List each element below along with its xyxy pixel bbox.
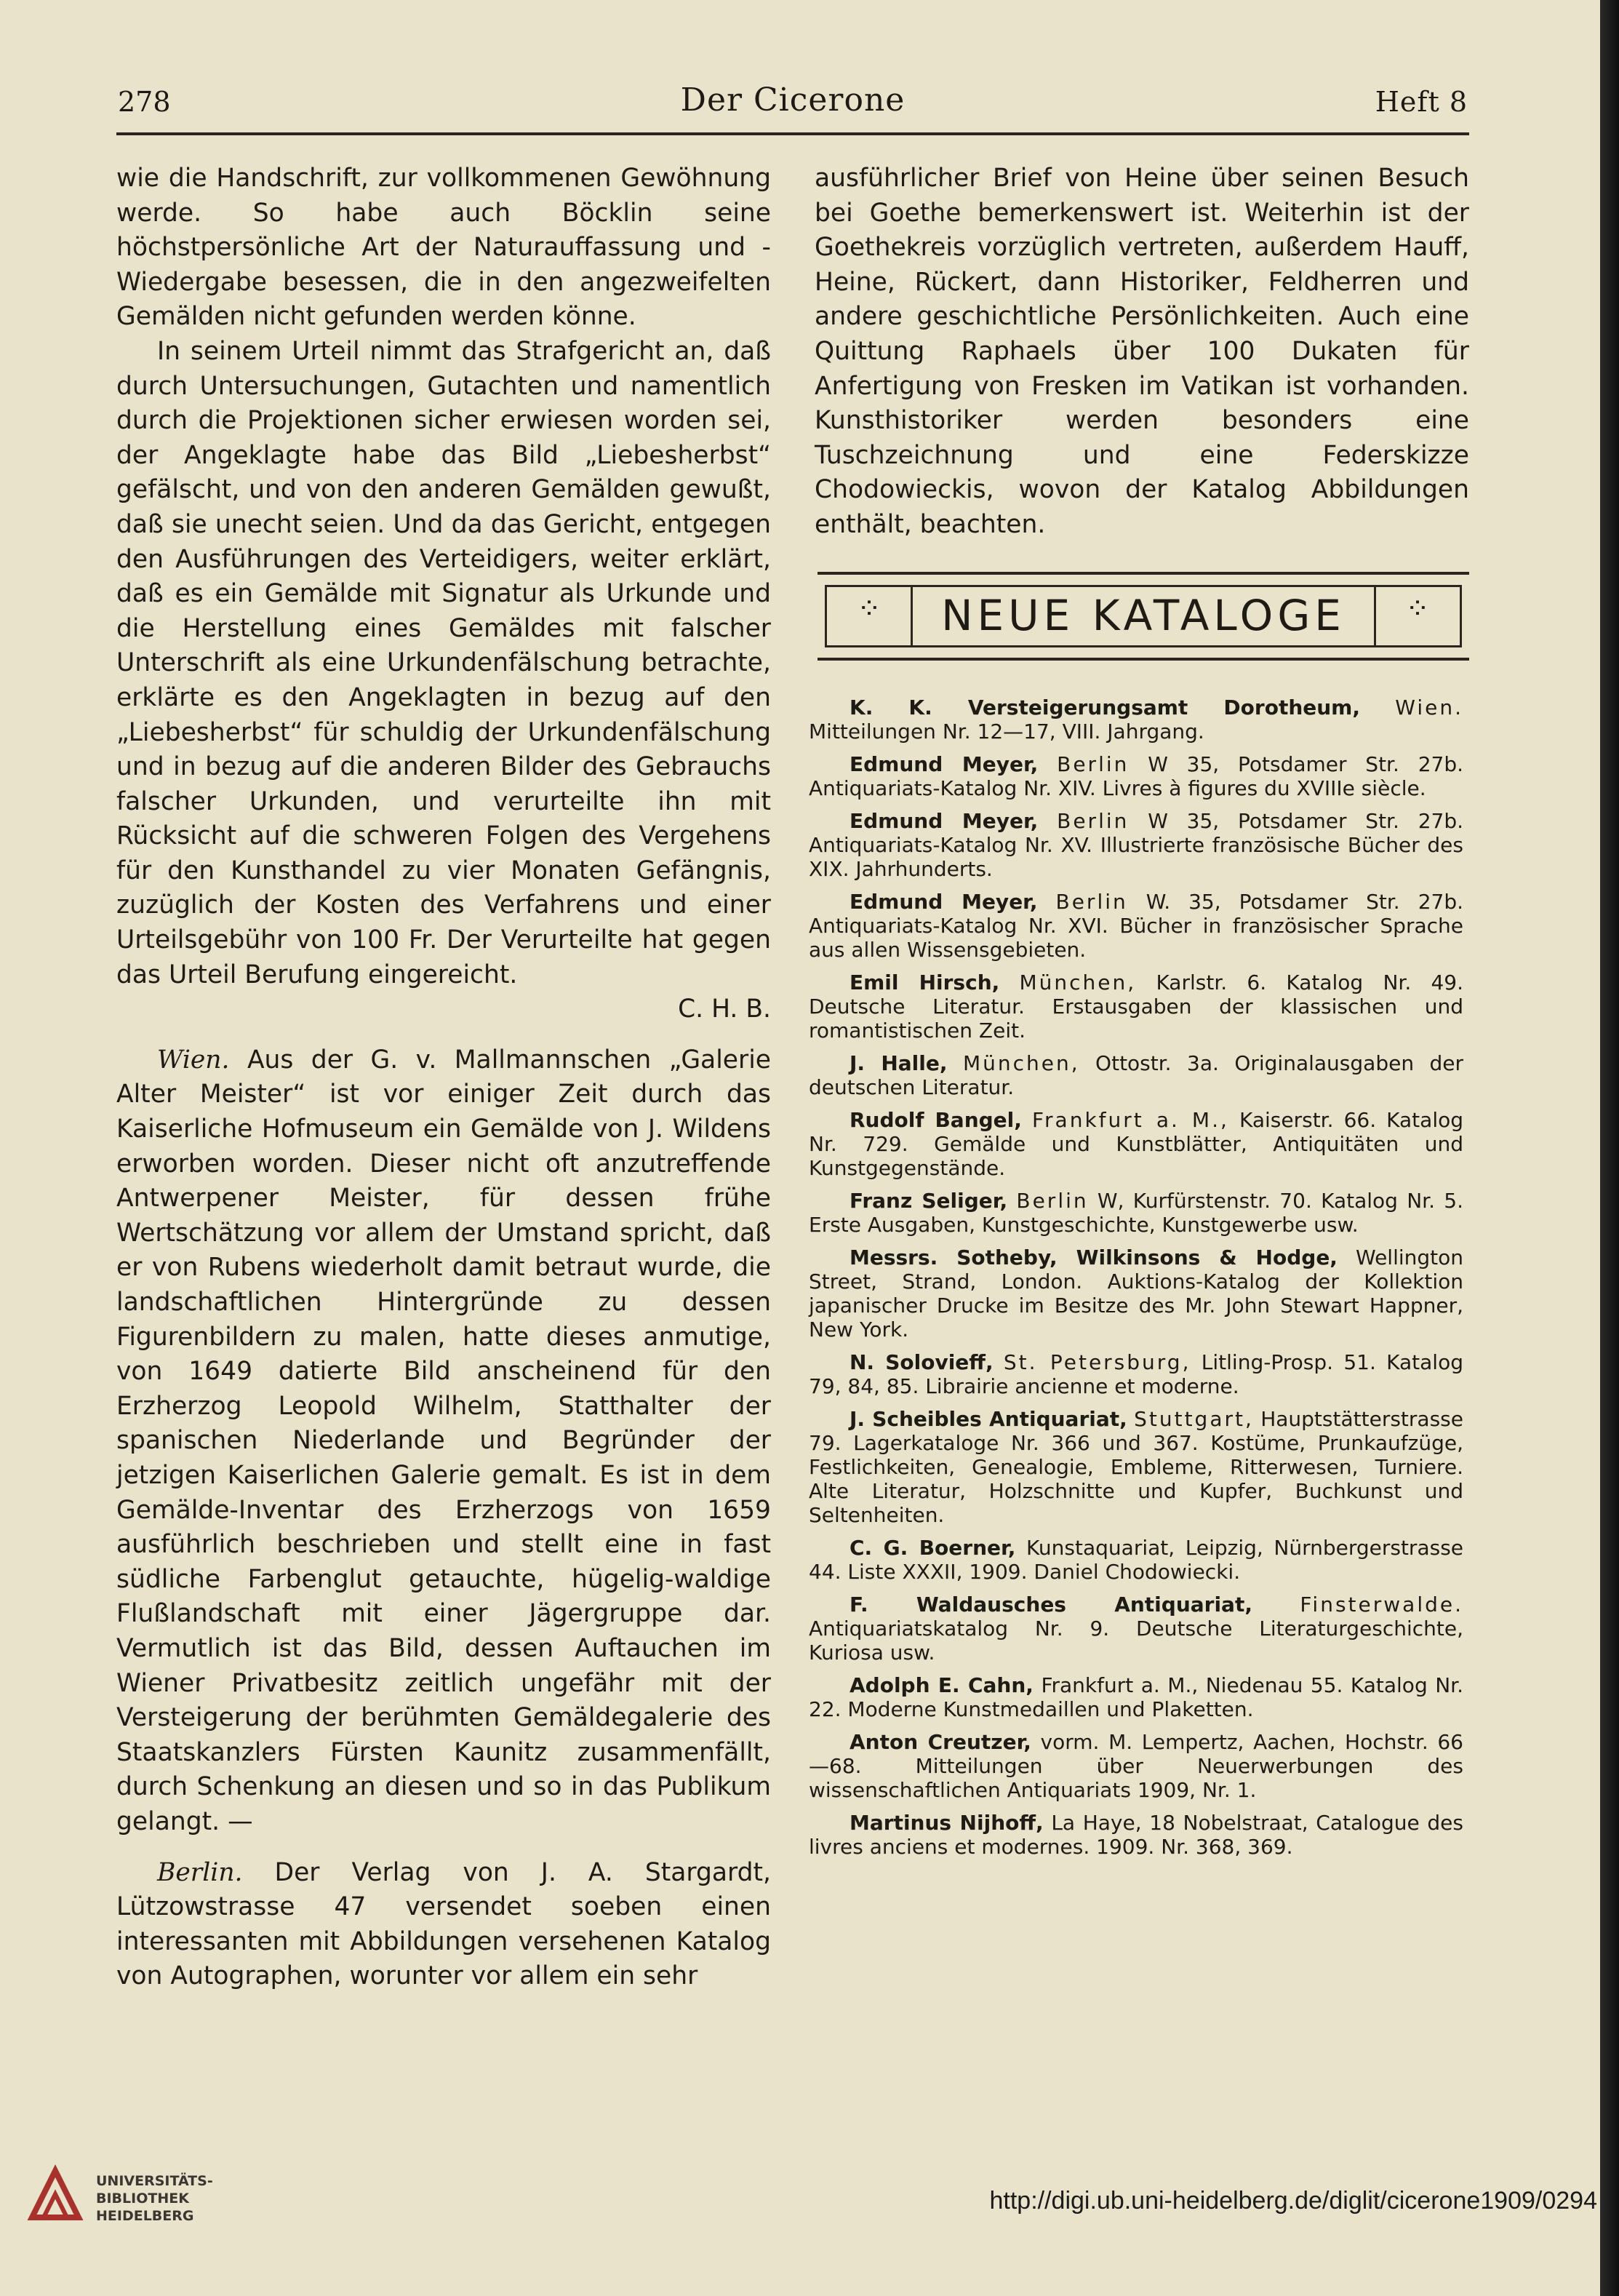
- catalog-dealer-place: Wien.: [1395, 695, 1463, 720]
- catalog-dealer-name: J. Halle,: [850, 1051, 948, 1075]
- catalog-dealer-name: Anton Creutzer,: [850, 1730, 1031, 1754]
- library-logo: [15, 2156, 218, 2236]
- catalog-dealer-place: St. Petersburg,: [1003, 1350, 1191, 1374]
- catalog-list: [809, 695, 1463, 1868]
- catalog-entry: [809, 809, 1463, 881]
- section-heading: NEUE KATALOGE: [941, 591, 1346, 640]
- catalog-dealer-name: Emil Hirsch,: [850, 970, 1000, 994]
- section-heading-box: [818, 572, 1469, 661]
- catalog-description: Litling-Prosp. 51. Katalog 79, 84, 85. Librairie ancienne et moderne.: [809, 1350, 1463, 1398]
- catalog-dealer-place: Berlin: [1057, 809, 1130, 833]
- catalog-dealer-name: K. K. Versteigerungsamt Dorotheum,: [850, 695, 1360, 720]
- catalog-description: W 35, Potsdamer Str. 27b. Antiquariats-Katalog Nr. XV. Illustrierte französische Bücher des XIX. Jahrhunderts.: [809, 809, 1463, 881]
- library-line-1: UNIVERSITÄTS-: [96, 2173, 213, 2189]
- paragraph-berlin-text: Der Verlag von J. A. Stargardt, Lützowstrasse 47 versendet soeben einen interessanten mit Abbildungen versehenen Katalog von Autographen, worunter vor allem ein sehr: [116, 1857, 771, 1991]
- catalog-description: Wellington Street, Strand, London. Auktions-Katalog der Kollektion japanischer Drucke im Besitze des Mr. John Stewart Happner, New York.: [809, 1245, 1464, 1342]
- catalog-description: La Haye, 18 Nobelstraat, Catalogue des livres anciens et modernes. 1909. Nr. 368, 369.: [809, 1811, 1463, 1859]
- catalog-description: Karlstr. 6. Katalog Nr. 49. Deutsche Literatur. Erstausgaben der klassischen und romantistischen Zeit.: [809, 970, 1464, 1043]
- catalog-dealer-place: Finsterwalde.: [1300, 1593, 1463, 1617]
- running-head: [118, 81, 1468, 125]
- paragraph-berlin-continuation: ausführlicher Brief von Heine über seinen Besuch bei Goethe bemerkenswert ist. Weiterhin ist der Goethekreis vorzüglich vertreten, außerdem Hauff, Heine, Rückert, dann Historiker, Feldherren und andere geschichtliche Persönlichkeiten. Auch eine Quittung Raphaels über 100 Dukaten für Anfertigung von Fresken im Vatikan ist vorhanden. Kunsthistoriker werden besonders eine Tuschzeichnung und eine Federskizze Chodowieckis, wovon der Katalog Abbildungen enthält, beachten.: [815, 164, 1469, 539]
- page-number: 278: [118, 86, 171, 118]
- catalog-description: W, Kurfürstenstr. 70. Katalog Nr. 5. Erste Ausgaben, Kunstgeschichte, Kunstgewerbe usw.: [809, 1189, 1463, 1237]
- paragraph-wien: [116, 1043, 771, 1840]
- issue-label: Heft 8: [1375, 86, 1468, 118]
- catalog-description: Kunstaquariat, Leipzig, Nürnbergerstrasse 44. Liste XXXII, 1909. Daniel Chodowiecki.: [809, 1536, 1464, 1584]
- catalog-dealer-name: Martinus Nijhoff,: [850, 1811, 1044, 1835]
- catalog-description: W. 35, Potsdamer Str. 27b. Antiquariats-Katalog Nr. XVI. Bücher in französischer Sprache aus allen Wissensgebieten.: [809, 890, 1463, 962]
- catalog-dealer-name: Rudolf Bangel,: [850, 1108, 1022, 1132]
- catalog-description: Mitteilungen Nr. 12—17, VIII. Jahrgang.: [809, 720, 1204, 744]
- paragraph-berlin: [116, 1856, 771, 1994]
- library-line-2: BIBLIOTHEK: [96, 2191, 189, 2207]
- paragraph-wien-text: Aus der G. v. Mallmannschen „Galerie Alter Meister“ ist vor einiger Zeit durch das Kaiserliche Hofmuseum ein Gemälde von J. Wildens erworben worden. Dieser nicht oft anzutreffende Antwerpener Meister, für dessen frühe Wertschätzung vor allem der Umstand spricht, daß er von Rubens wiederholt damit betraut wurde, die landschaftlichen Hintergründe zu dessen Figurenbildern zu malen, hatte dieses anmutige, von 1649 datierte Bild anscheinend für den Erzherzog Leopold Wilhelm, Statthalter der spanischen Niederlande und Begründer der jetzigen Kaiserlichen Galerie gemalt. Es ist in dem Gemälde-Inventar des Erzherzogs von 1659 ausführlich beschrieben und stellt eine in fast südliche Farbenglut getauchte, hügelig-waldige Flußlandschaft mit einer Jägergruppe dar. Vermutlich ist das Bild, dessen Auftauchen im Wiener Privatbesitz zeitlich ungefähr mit der Versteigerung der berühmten Gemäldegalerie des Staatskanzlers Fürsten Kaunitz zusammenfällt, durch Schenkung an diesen und so in das Publikum gelangt. —: [116, 1045, 772, 1836]
- place-wien: Wien.: [157, 1045, 230, 1075]
- catalog-dealer-name: Edmund Meyer,: [850, 752, 1039, 776]
- catalog-dealer-place: Frankfurt a. M.,: [1031, 1108, 1229, 1132]
- catalog-dealer-name: N. Solovieff,: [850, 1350, 994, 1374]
- catalog-entry: [809, 1407, 1463, 1527]
- catalog-dealer-name: F. Waldausches Antiquariat,: [850, 1593, 1252, 1617]
- catalog-dealer-name: Messrs. Sotheby, Wilkinsons & Hodge,: [850, 1245, 1338, 1269]
- catalog-dealer-name: Adolph E. Cahn,: [850, 1673, 1034, 1697]
- scan-edge: [1600, 0, 1619, 2296]
- catalog-dealer-name: Edmund Meyer,: [850, 890, 1038, 914]
- catalog-description: vorm. M. Lempertz, Aachen, Hochstr. 66—68. Mitteilungen über Neuerwerbungen des wissenschaftlichen Antiquariats 1909, Nr. 1.: [809, 1730, 1463, 1802]
- catalog-dealer-place: Berlin: [1057, 752, 1130, 776]
- paragraph-continuation: wie die Handschrift, zur vollkommenen Gewöhnung werde. So habe auch Böcklin seine höchstpersönliche Art der Naturauffassung und -Wiedergabe besessen, die in den angezweifelten Gemälden nicht gefunden werden könne.: [116, 164, 771, 332]
- catalog-entry: [809, 1730, 1463, 1802]
- catalog-dealer-name: C. G. Boerner,: [850, 1536, 1016, 1560]
- library-line-3: HEIDELBERG: [96, 2208, 194, 2224]
- catalog-description: Kaiserstr. 66. Katalog Nr. 729. Gemälde und Kunstblätter, Antiquitäten und Kunstgegenstände.: [809, 1108, 1463, 1180]
- catalog-dealer-place: Stuttgart,: [1134, 1407, 1254, 1431]
- catalog-description: W 35, Potsdamer Str. 27b. Antiquariats-Katalog Nr. XIV. Livres à figures du XVIIIe siècle.: [809, 752, 1463, 800]
- catalog-dealer-place: München,: [1019, 970, 1137, 994]
- catalog-dealer-name: Edmund Meyer,: [850, 809, 1039, 833]
- catalog-dealer-name: J. Scheibles Antiquariat,: [850, 1407, 1127, 1431]
- catalog-entry: [809, 970, 1463, 1043]
- journal-title: Der Cicerone: [680, 81, 906, 119]
- catalog-entry: [809, 1245, 1463, 1342]
- catalog-entry: [809, 1051, 1463, 1099]
- catalog-entry: [809, 695, 1463, 744]
- right-column: [815, 162, 1469, 543]
- catalog-entry: [809, 1108, 1463, 1180]
- library-logo-icon: [22, 2161, 89, 2228]
- ornament-left-icon: ⁘: [857, 592, 882, 626]
- header-rule: [116, 132, 1469, 135]
- catalog-dealer-place: München,: [962, 1051, 1080, 1075]
- author-signature: C. H. B.: [678, 994, 771, 1024]
- ornament-right-icon: ⁘: [1405, 592, 1430, 626]
- catalog-description: Ottostr. 3a. Originalausgaben der deutschen Literatur.: [809, 1051, 1464, 1099]
- left-column: [116, 162, 771, 1994]
- library-name: [96, 2172, 213, 2225]
- catalog-dealer-place: Berlin: [1016, 1189, 1089, 1213]
- catalog-description: Antiquariatskatalog Nr. 9. Deutsche Literaturgeschichte, Kuriosa usw.: [809, 1617, 1463, 1665]
- catalog-entry: [809, 1593, 1463, 1665]
- catalog-dealer-place: Berlin: [1055, 890, 1128, 914]
- paragraph-verdict: In seinem Urteil nimmt das Strafgericht an, daß durch Untersuchungen, Gutachten und namentlich durch die Projektionen sicher erwiesen worden sei, der Angeklagte habe das Bild „Liebesherbst“ gefälscht, und von den anderen Gemälden gewußt, daß sie unecht seien. Und da das Gericht, entgegen den Ausführungen des Verteidigers, weiter erklärt, daß es ein Gemälde mit Signatur als Urkunde und die Herstellung eines Gemäldes mit falscher Unterschrift als eine Urkundenfälschung betrachte, erklärte es den Angeklagten in bezug auf den „Liebesherbst“ für schuldig der Urkundenfälschung und in bezug auf die anderen Bilder des Gebrauchs falscher Urkunden, und verurteilte ihn mit Rücksicht auf die schweren Folgen des Vergehens für den Kunsthandel zu vier Monaten Gefängnis, zuzüglich der Kosten des Verfahrens und einer Urteilsgebühr von 100 Fr. Der Verurteilte hat gegen das Urteil Berufung eingereicht.: [116, 336, 771, 989]
- place-berlin: Berlin.: [157, 1857, 243, 1887]
- catalog-description: Frankfurt a. M., Niedenau 55. Katalog Nr. 22. Moderne Kunstmedaillen und Plaketten.: [809, 1673, 1463, 1721]
- catalog-entry: [809, 890, 1463, 962]
- catalog-entry: [809, 1536, 1463, 1584]
- catalog-entry: [809, 1350, 1463, 1398]
- catalog-dealer-name: Franz Seliger,: [850, 1189, 1008, 1213]
- catalog-entry: [809, 752, 1463, 800]
- catalog-entry: [809, 1811, 1463, 1859]
- catalog-description: Hauptstätterstrasse 79. Lagerkataloge Nr. 366 und 367. Kostüme, Prunkaufzüge, Festlichkeiten, Genealogie, Embleme, Ritterwesen, Turniere. Alte Literatur, Holzschnitte und Kupfer, Buchkunst und Seltenheiten.: [809, 1407, 1463, 1527]
- source-url-link[interactable]: http://digi.ub.uni-heidelberg.de/diglit/cicerone1909/0294: [989, 2187, 1597, 2215]
- catalog-entry: [809, 1673, 1463, 1721]
- catalog-entry: [809, 1189, 1463, 1237]
